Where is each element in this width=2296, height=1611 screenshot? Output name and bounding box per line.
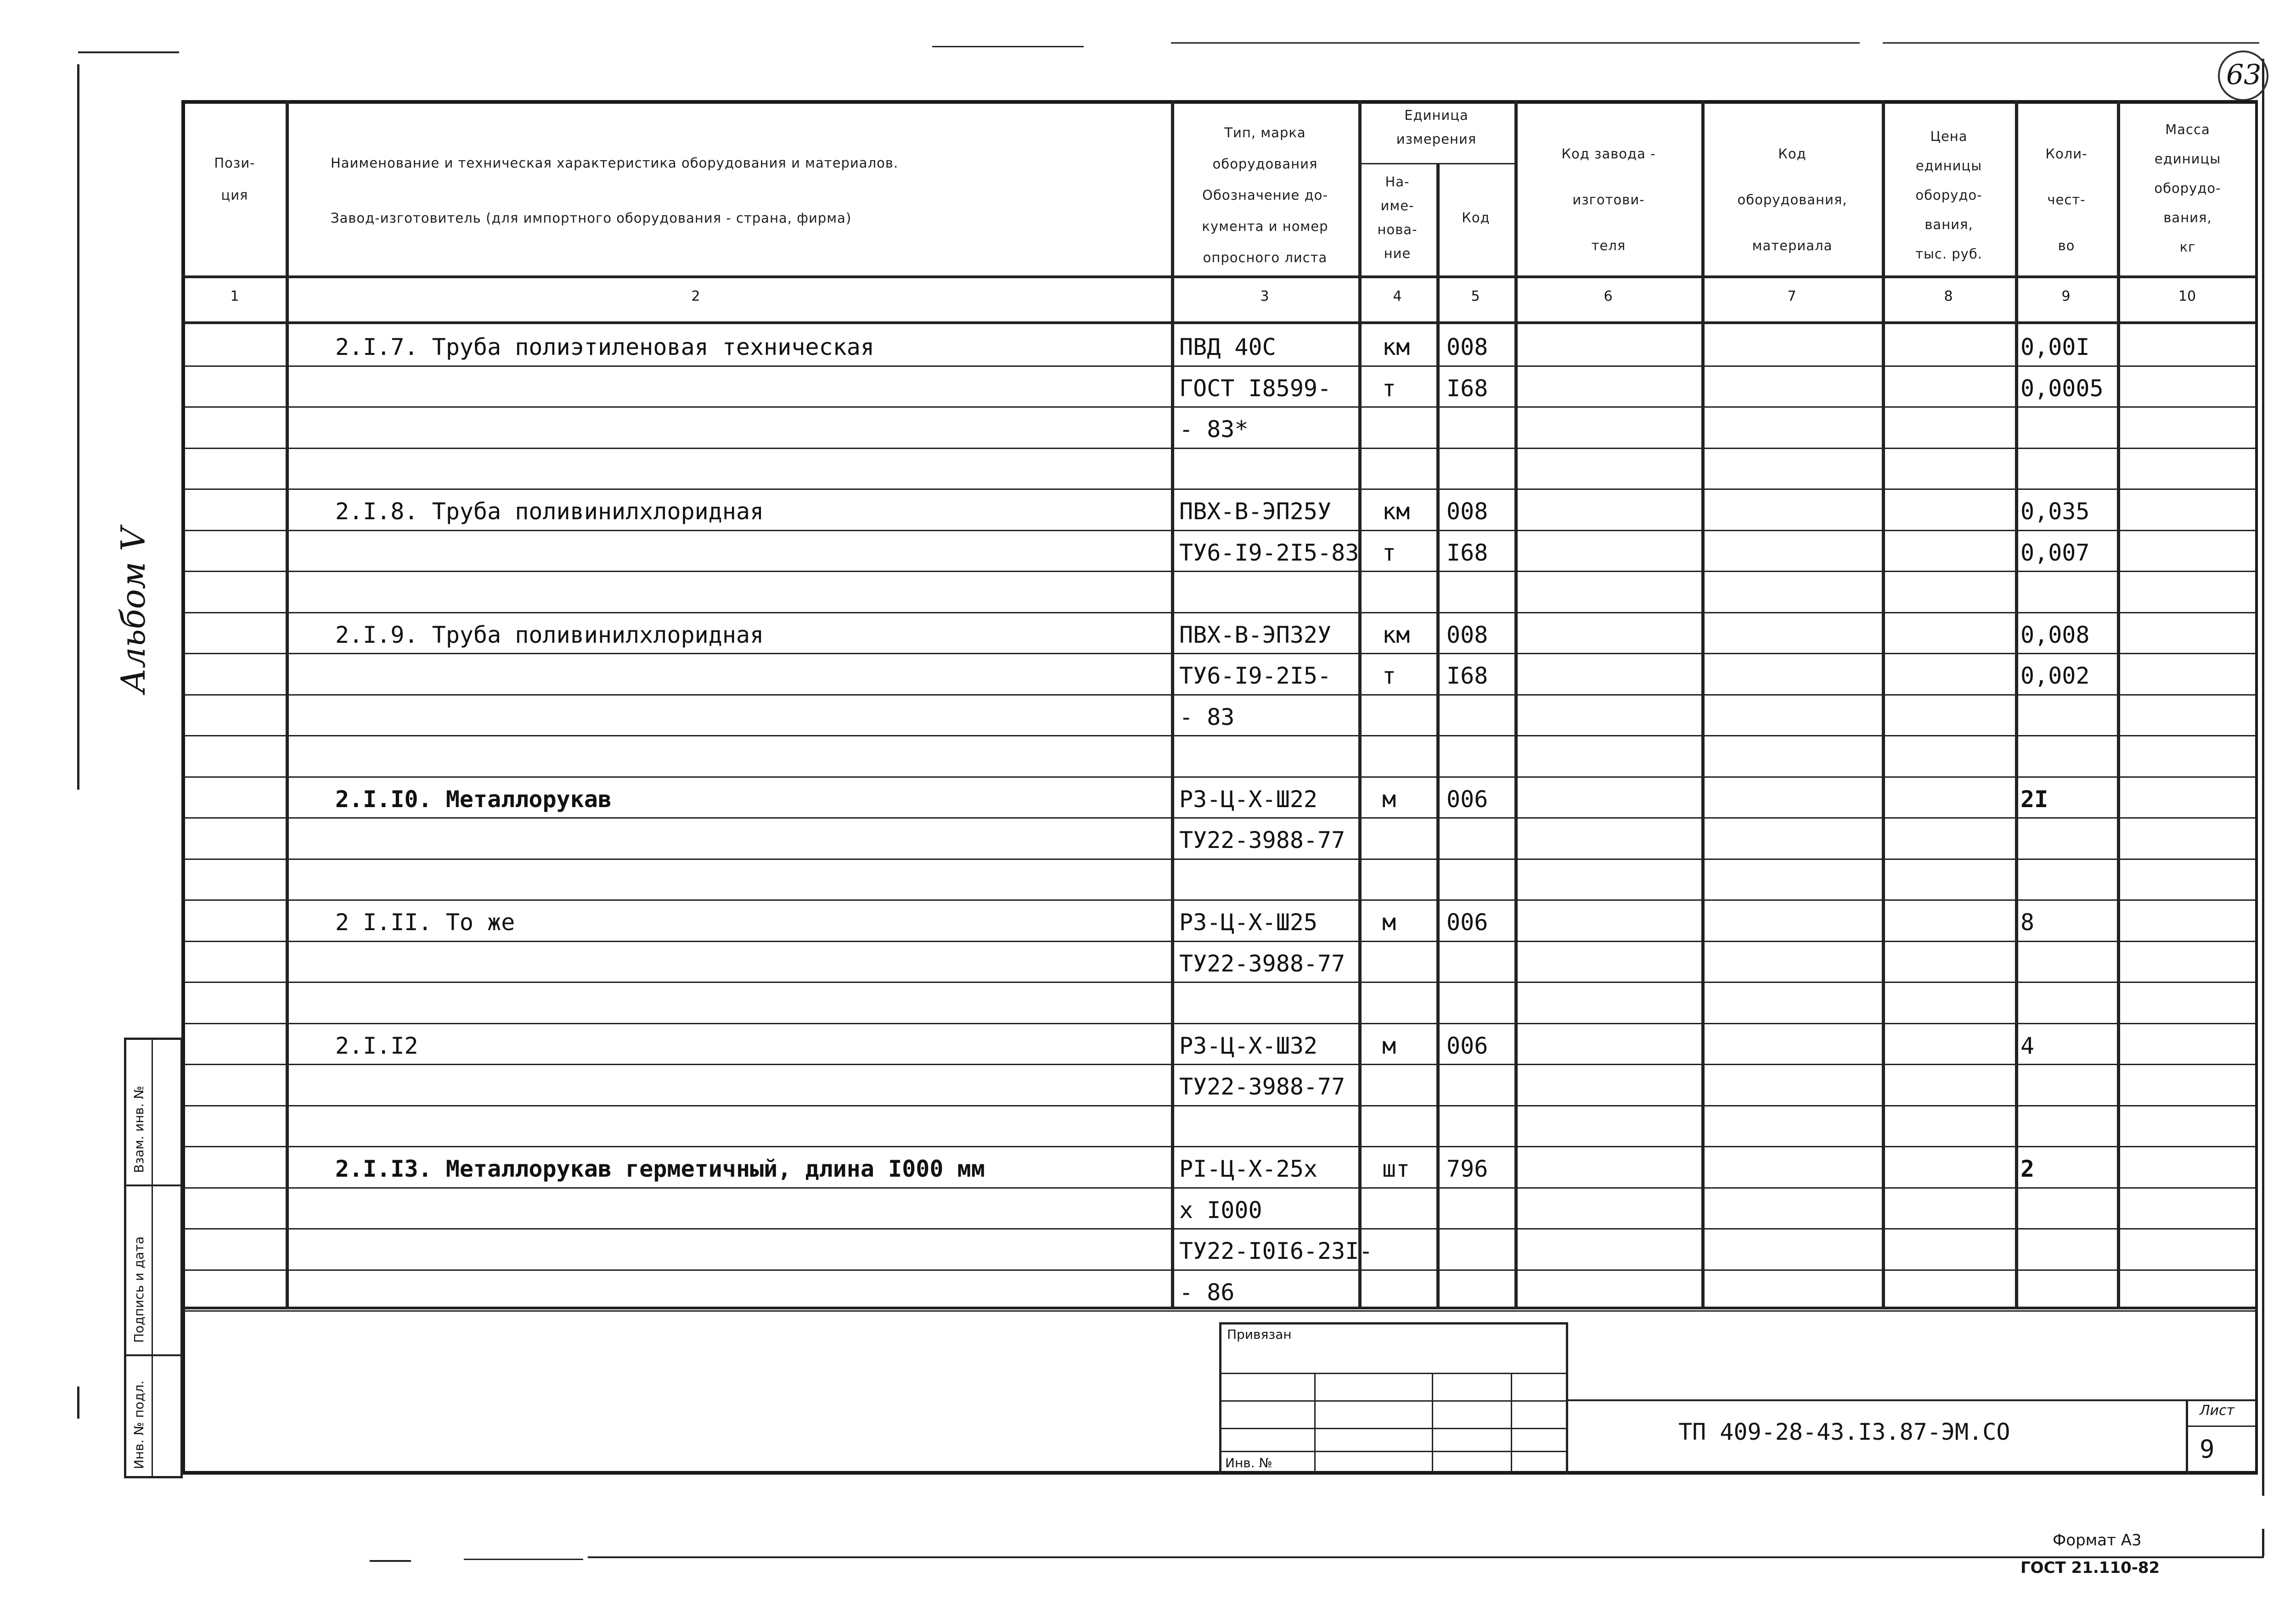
item-unit-cell: км xyxy=(1382,334,1410,360)
table-bottom-line xyxy=(181,1307,2258,1309)
sheet-label: Лист xyxy=(2200,1403,2235,1419)
item-unit-cell: км xyxy=(1382,621,1410,648)
row-line xyxy=(181,488,2258,490)
item-unit-cell: шт xyxy=(1382,1156,1410,1182)
header-col5: Код xyxy=(1462,210,1490,225)
row-line xyxy=(181,941,2258,942)
col-line xyxy=(1882,100,1885,1307)
row-line xyxy=(181,653,2258,654)
standard-label: ГОСТ 21.110-82 xyxy=(2020,1559,2160,1577)
top-border-line xyxy=(78,51,179,53)
row-line xyxy=(181,982,2258,983)
item-unit-cell: м xyxy=(1382,1032,1396,1059)
col-line xyxy=(1358,100,1362,1307)
header-col6: Код завода - изготови- теля xyxy=(1561,146,1656,253)
row-line xyxy=(181,1228,2258,1229)
col-line xyxy=(1171,100,1174,1307)
item-type-cell: Р3-Ц-Х-Ш32 xyxy=(1179,1032,1318,1059)
item-type-cell: ГОСТ I8599- xyxy=(1179,375,1332,402)
header-col7: Код оборудования, материала xyxy=(1737,146,1847,253)
left-border-line xyxy=(77,1386,79,1419)
item-code-cell: 008 xyxy=(1446,334,1488,360)
stamp-line xyxy=(1219,1373,1568,1374)
item-type-cell: ТУ6-I9-2I5-83 xyxy=(1179,539,1359,566)
item-name-cell: 2.I.I3. Металлорукав герметичный, длина I000 мм xyxy=(335,1156,985,1182)
header-col10: Масса единицы оборудо- вания, кг xyxy=(2154,122,2221,255)
bottom-border-line xyxy=(464,1559,583,1560)
item-type-cell: ТУ6-I9-2I5- xyxy=(1179,662,1332,689)
margin-replace-inv: Взам. инв. № xyxy=(131,1085,146,1173)
column-number: 2 xyxy=(691,288,700,304)
item-code-cell: 008 xyxy=(1446,498,1488,525)
col-line xyxy=(2117,100,2120,1307)
row-line xyxy=(181,365,2258,367)
item-name-cell: 2.I.9. Труба поливинилхлоридная xyxy=(335,621,764,648)
item-quantity-cell: 4 xyxy=(2020,1032,2035,1059)
item-unit-cell: т xyxy=(1382,539,1396,566)
margin-stamp-line xyxy=(124,1184,183,1186)
item-name-cell: 2.I.I2 xyxy=(335,1032,418,1059)
row-line xyxy=(181,694,2258,696)
stamp-line xyxy=(1511,1373,1512,1475)
linked-label: Привязан xyxy=(1227,1327,1292,1342)
row-line xyxy=(181,406,2258,408)
col-line xyxy=(1514,100,1518,1307)
item-type-cell: - 86 xyxy=(1179,1279,1235,1306)
item-type-cell: ПВХ-В-ЭП25У xyxy=(1179,498,1332,525)
right-border-line xyxy=(2262,59,2264,1496)
header-col8: Цена единицы оборудо- вания, тыс. руб. xyxy=(1915,129,1982,262)
row-line xyxy=(181,1187,2258,1189)
item-code-cell: I68 xyxy=(1446,539,1488,566)
stamp-line xyxy=(1219,1400,1568,1402)
item-code-cell: 008 xyxy=(1446,621,1488,648)
item-unit-cell: км xyxy=(1382,498,1410,525)
document-code: ТП 409-28-43.I3.87-ЭМ.СО xyxy=(1678,1419,2010,1445)
row-line xyxy=(181,817,2258,819)
column-number: 9 xyxy=(2061,288,2071,304)
row-line xyxy=(181,1064,2258,1065)
bottom-border-line xyxy=(588,1556,2264,1558)
format-label: Формат А3 xyxy=(2053,1531,2142,1549)
col-line xyxy=(286,100,289,1307)
item-type-cell: х I000 xyxy=(1179,1196,1262,1224)
stamp-line xyxy=(1432,1373,1433,1475)
column-number: 1 xyxy=(230,288,239,304)
row-line xyxy=(181,1269,2258,1271)
item-type-cell: РI-Ц-Х-25х xyxy=(1179,1156,1318,1182)
row-line xyxy=(181,1310,2258,1312)
column-number: 4 xyxy=(1393,288,1402,304)
top-border-line xyxy=(1171,42,1860,44)
bottom-border-line xyxy=(2262,1529,2264,1556)
item-type-cell: ПВХ-В-ЭП32У xyxy=(1179,621,1332,648)
item-type-cell: - 83* xyxy=(1179,416,1249,443)
album-label: Альбом V xyxy=(114,527,152,693)
header-separator xyxy=(181,275,2258,278)
column-number: 5 xyxy=(1471,288,1480,304)
col-line xyxy=(1701,100,1705,1307)
margin-stamp-line xyxy=(152,1038,153,1478)
item-quantity-cell: 0,002 xyxy=(2020,662,2090,689)
item-unit-cell: м xyxy=(1382,909,1396,936)
item-quantity-cell: 8 xyxy=(2020,909,2035,936)
column-number: 6 xyxy=(1604,288,1613,304)
column-number-separator xyxy=(181,321,2258,324)
item-quantity-cell: 2 xyxy=(2020,1156,2035,1182)
column-number: 7 xyxy=(1787,288,1796,304)
item-name-cell: 2 I.II. То же xyxy=(335,909,515,936)
item-type-cell: - 83 xyxy=(1179,703,1235,730)
item-quantity-cell: 0,0005 xyxy=(2020,375,2104,402)
top-border-line xyxy=(932,46,1084,47)
header-col9: Коли- чест- во xyxy=(2045,146,2088,253)
item-quantity-cell: 0,007 xyxy=(2020,539,2090,566)
margin-inv-no: Инв. № подл. xyxy=(131,1380,146,1469)
item-type-cell: ПВД 40С xyxy=(1179,334,1276,360)
row-line xyxy=(181,1023,2258,1024)
sheet-number: 9 xyxy=(2200,1435,2215,1464)
column-number: 10 xyxy=(2178,288,2196,304)
stamp-line xyxy=(1314,1373,1316,1475)
row-line xyxy=(181,776,2258,778)
left-border-line xyxy=(77,64,79,790)
item-type-cell: ТУ22-3988-77 xyxy=(1179,1073,1345,1100)
margin-stamp-line xyxy=(124,1354,183,1356)
item-unit-cell: м xyxy=(1382,786,1396,813)
item-type-cell: ТУ22-3988-77 xyxy=(1179,827,1345,853)
header-col4: На- име- нова- ние xyxy=(1377,174,1418,261)
top-border-line xyxy=(1883,42,2259,44)
stamp-line xyxy=(1219,1451,1568,1452)
item-quantity-cell: 0,008 xyxy=(2020,621,2090,648)
stamp-line xyxy=(1219,1428,1568,1429)
item-name-cell: 2.I.7. Труба полиэтиленовая техническая xyxy=(335,334,874,360)
row-line xyxy=(181,859,2258,860)
item-quantity-cell: 0,00I xyxy=(2020,334,2090,360)
item-type-cell: Р3-Ц-Х-Ш25 xyxy=(1179,909,1318,936)
item-type-cell: Р3-Ц-Х-Ш22 xyxy=(1179,786,1318,813)
item-code-cell: 006 xyxy=(1446,786,1488,813)
item-name-cell: 2.I.8. Труба поливинилхлоридная xyxy=(335,498,764,525)
item-code-cell: 006 xyxy=(1446,1032,1488,1059)
row-line xyxy=(181,571,2258,572)
sheet-number-line xyxy=(2186,1426,2258,1427)
item-unit-cell: т xyxy=(1382,662,1396,689)
row-line xyxy=(181,448,2258,449)
item-quantity-cell: 0,035 xyxy=(2020,498,2090,525)
column-number: 8 xyxy=(1944,288,1953,304)
margin-sign-date: Подпись и дата xyxy=(131,1236,146,1343)
header-col2: Наименование и техническая характеристика оборудования и материалов. Завод-изготовитель (для импортного оборудования - страна, фирма) xyxy=(331,155,899,226)
item-code-cell: I68 xyxy=(1446,662,1488,689)
item-type-cell: ТУ22-I0I6-23I- xyxy=(1179,1238,1373,1264)
item-unit-cell: т xyxy=(1382,375,1396,402)
column-number: 3 xyxy=(1260,288,1269,304)
title-block-line xyxy=(1568,1399,2258,1401)
header-col3: Тип, марка оборудования Обозначение до- кумента и номер опросного листа xyxy=(1202,125,1328,265)
row-line xyxy=(181,1105,2258,1106)
stamp-inv-label: Инв. № xyxy=(1225,1455,1272,1471)
item-name-cell: 2.I.I0. Металлорукав xyxy=(335,786,612,813)
item-quantity-cell: 2I xyxy=(2020,786,2048,813)
item-code-cell: I68 xyxy=(1446,375,1488,402)
item-code-cell: 006 xyxy=(1446,909,1488,936)
row-line xyxy=(181,899,2258,901)
item-type-cell: ТУ22-3988-77 xyxy=(1179,950,1345,977)
header-col1: Пози- ция xyxy=(214,155,255,203)
item-code-cell: 796 xyxy=(1446,1156,1488,1182)
row-line xyxy=(181,612,2258,613)
sheet-mark: 63 xyxy=(2226,59,2262,91)
col-line xyxy=(2015,100,2018,1307)
row-line xyxy=(181,530,2258,531)
header-unit: Единица измерения xyxy=(1396,107,1477,147)
bottom-border-line xyxy=(370,1560,411,1562)
row-line xyxy=(181,1146,2258,1147)
row-line xyxy=(181,735,2258,736)
